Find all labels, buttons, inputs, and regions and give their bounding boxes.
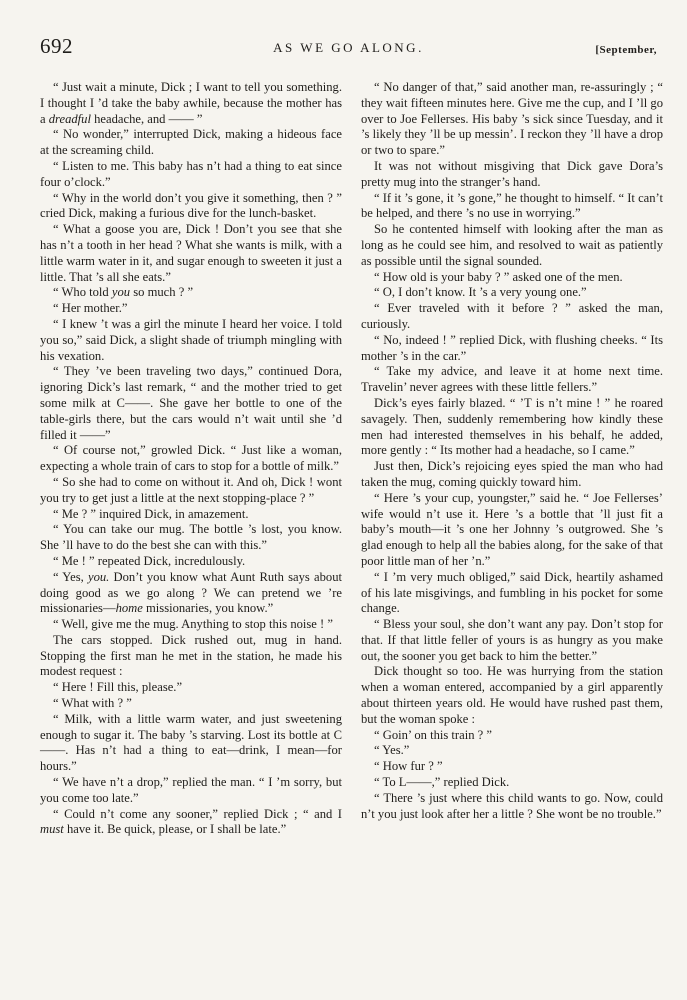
paragraph-text: “ What with ? ”	[53, 696, 132, 711]
paragraph	[361, 491, 663, 570]
paragraph	[40, 507, 342, 523]
paragraph	[361, 301, 663, 333]
paragraph	[361, 664, 663, 727]
paragraph-text: “ Here ! Fill this, please.”	[53, 680, 183, 695]
paragraph-text: “ Here ’s your cup, youngster,” said he. “ Joe Fellerses’ wife would n’t use it. Here ’s a bottle that ’ll just fit a baby’s mouth—it ’s one her Johnny ’s outgrowed. She ’s glad enough to help all the babies along, for the sake of that poor little man of her ’n.”	[361, 490, 663, 568]
paragraph	[40, 191, 342, 223]
paragraph-text: “ I ’m very much obliged,” said Dick, heartily ashamed of his late misgivings, and fumbling in his pocket for some change.	[361, 569, 663, 616]
paragraph	[40, 617, 342, 633]
paragraph-text: “ Me ! ” repeated Dick, incredulously.	[53, 553, 246, 568]
paragraph	[361, 364, 663, 396]
paragraph-text: headache, and —— ”	[90, 111, 203, 126]
italic-text: you	[111, 285, 131, 300]
paragraph-text: Just then, Dick’s rejoicing eyes spied the man who had taken the mug, coming quickly toward him.	[361, 459, 663, 489]
paragraph-text: missionaries, you know.”	[142, 601, 274, 616]
paragraph	[40, 633, 342, 680]
paragraph	[40, 159, 342, 191]
italic-text: you.	[87, 569, 110, 584]
paragraph	[361, 728, 663, 744]
paragraph-text: “ Yes,	[53, 569, 88, 584]
paragraph-text: “ Listen to me. This baby has n’t had a thing to eat since four o’clock.”	[40, 158, 342, 189]
paragraph-text: It was not without misgiving that Dick gave Dora’s pretty mug into the stranger’s hand.	[361, 158, 663, 189]
paragraph-text: “ O, I don’t know. It ’s a very young one.”	[374, 285, 587, 300]
paragraph-text: “ They ’ve been traveling two days,” continued Dora, ignoring Dick’s last remark, “ and the mother tried to get some milk at C——. She gave her bottle to one of the table-girls there, but the cars would n’t wait until she ’d filled it ——”	[40, 364, 342, 442]
paragraph	[361, 80, 663, 159]
paragraph	[40, 285, 342, 301]
page-number: 692	[40, 34, 73, 58]
paragraph	[361, 159, 663, 191]
paragraph	[40, 127, 342, 159]
paragraph-text: “ No wonder,” interrupted Dick, making a hideous face at the screaming child.	[40, 127, 342, 158]
paragraph-text: “ Just wait a minute, Dick ; I want to tell you something. I thought I ’d take the baby awhile, because the mother has a	[40, 80, 342, 126]
paragraph-text: “ How old is your baby ? ” asked one of the men.	[374, 269, 623, 284]
paragraph-text: “ How fur ? ”	[374, 759, 443, 774]
paragraph-text: have it. Be quick, please, or I shall be late.”	[63, 822, 287, 837]
paragraph-text: “ Me ? ” inquired Dick, in amazement.	[53, 506, 249, 521]
paragraph-text: “ So she had to come on without it. And oh, Dick ! wont you try to get just a little at the next stopping-place ? ”	[40, 474, 342, 505]
paragraph	[40, 301, 342, 317]
paragraph	[361, 222, 663, 269]
paragraph-text: “ Yes.”	[374, 743, 410, 758]
italic-text: home	[115, 601, 143, 616]
paragraph	[361, 759, 663, 775]
paragraph-text: So he contented himself with looking after the man as long as he could see him, and resolved to wait as patiently as possible until the signal sounded.	[361, 222, 663, 268]
paragraph	[361, 270, 663, 286]
paragraph-text: so much ? ”	[130, 285, 194, 300]
paragraph-text: “ Goin’ on this train ? ”	[374, 727, 492, 742]
paragraph-text: “ Well, give me the mug. Anything to stop this noise ! ”	[53, 617, 333, 632]
paragraph-text: “ I knew ’t was a girl the minute I heard her voice. I told you so,” said Dick, a slight shade of triumph mingling with his vexation.	[40, 316, 342, 363]
paragraph	[40, 222, 342, 285]
paragraph-text: “ We have n’t a drop,” replied the man. “ I ’m sorry, but you come too late.”	[40, 775, 342, 805]
paragraph-text: “ Ever traveled with it before ? ” asked the man, curiously.	[361, 301, 663, 331]
paragraph	[361, 743, 663, 759]
paragraph-text: Don’t you know what Aunt Ruth says about doing good as we go along ? We can pretend we ’re missionaries—	[40, 569, 342, 616]
left-column	[40, 80, 342, 838]
paragraph	[361, 459, 663, 491]
paragraph	[40, 712, 342, 775]
paragraph	[40, 475, 342, 507]
running-title: AS WE GO ALONG.	[273, 40, 424, 55]
paragraph-text: “ Could n’t come any sooner,” replied Dick ; “ and I	[53, 806, 342, 821]
paragraph	[40, 775, 342, 807]
right-column	[361, 80, 663, 822]
italic-text: dreadful	[48, 111, 91, 126]
paragraph-text: “ You can take our mug. The bottle ’s lost, you know. She ’ll have to do the best she can with this.”	[40, 522, 342, 553]
paragraph-text: “ Take my advice, and leave it at home next time. Travelin’ never agrees with these little fellers.”	[361, 364, 663, 395]
paragraph-text: “ Bless your soul, she don’t want any pay. Don’t stop for that. If that little feller of yours is as hungry as you make out, the sooner you get back to him the better.”	[361, 617, 663, 663]
paragraph	[40, 554, 342, 570]
paragraph	[40, 443, 342, 475]
paragraph-text: “ Why in the world don’t you give it something, then ? ” cried Dick, making a furious dive for the lunch-basket.	[40, 190, 342, 221]
paragraph-text: “ Her mother.”	[53, 301, 128, 316]
paragraph-text: “ Milk, with a little warm water, and just sweetening enough to sugar it. The baby ’s starving. Lost its bottle at C——. Has n’t had a thing to eat—drink, I mean—for hours.”	[40, 711, 342, 774]
paragraph	[361, 775, 663, 791]
paragraph	[361, 333, 663, 365]
paragraph	[361, 570, 663, 617]
paragraph-text: “ What a goose you are, Dick ! Don’t you see that she has n’t a tooth in her head ? What she wants is milk, with a little warm water in it, and sugar enough to sweeten it just a little. That ’s all she eats.”	[40, 222, 342, 284]
paragraph	[361, 617, 663, 664]
paragraph-text: “ No, indeed ! ” replied Dick, with flushing cheeks. “ Its mother ’s in the car.”	[361, 332, 663, 363]
paragraph-text: “ There ’s just where this child wants to go. Now, could n’t you just look after her a little ? She wont be no trouble.”	[361, 790, 663, 821]
italic-text: must	[40, 822, 64, 837]
paragraph	[361, 191, 663, 223]
paragraph-text: “ To L——,” replied Dick.	[374, 775, 510, 790]
running-month: [September,	[595, 44, 657, 56]
paragraph	[40, 317, 342, 364]
paragraph	[361, 285, 663, 301]
paragraph-text: “ No danger of that,” said another man, re-assuringly ; “ they wait fifteen minutes here. Give me the cup, and I ’ll go over to Joe Fellerses. His baby ’s sick since Tuesday, and it ’s likely they ’ll be up messin’. I reckon they ’ll have a drop or two to spare.”	[361, 80, 663, 158]
running-header	[40, 34, 657, 68]
paragraph	[40, 570, 342, 617]
paragraph-text: Dick’s eyes fairly blazed. “ ’T is n’t mine ! ” he roared savagely. Then, suddenly remembering how kindly these men had interested themselves in his behalf, he added, more gently : “ Its mother had a headache, so I came.”	[361, 395, 663, 458]
paragraph	[361, 396, 663, 459]
paragraph	[361, 791, 663, 823]
paragraph	[40, 80, 342, 127]
paragraph-text: “ Who told	[53, 285, 112, 300]
paragraph-text: “ Of course not,” growled Dick. “ Just like a woman, expecting a whole train of cars to stop for a bottle of milk.”	[40, 443, 342, 474]
paragraph-text: The cars stopped. Dick rushed out, mug in hand. Stopping the first man he met in the station, he made his modest request :	[40, 632, 342, 679]
paragraph	[40, 522, 342, 554]
paragraph-text: Dick thought so too. He was hurrying from the station when a woman entered, accompanied by a girl apparently about thirteen years old. He would have rushed past them, but the woman spoke :	[361, 664, 663, 726]
paragraph-text: “ If it ’s gone, it ’s gone,” he thought to himself. “ It can’t be helped, and there ’s no use in worrying.”	[361, 190, 664, 221]
paragraph	[40, 680, 342, 696]
paragraph	[40, 807, 342, 839]
paragraph	[40, 364, 342, 443]
paragraph	[40, 696, 342, 712]
